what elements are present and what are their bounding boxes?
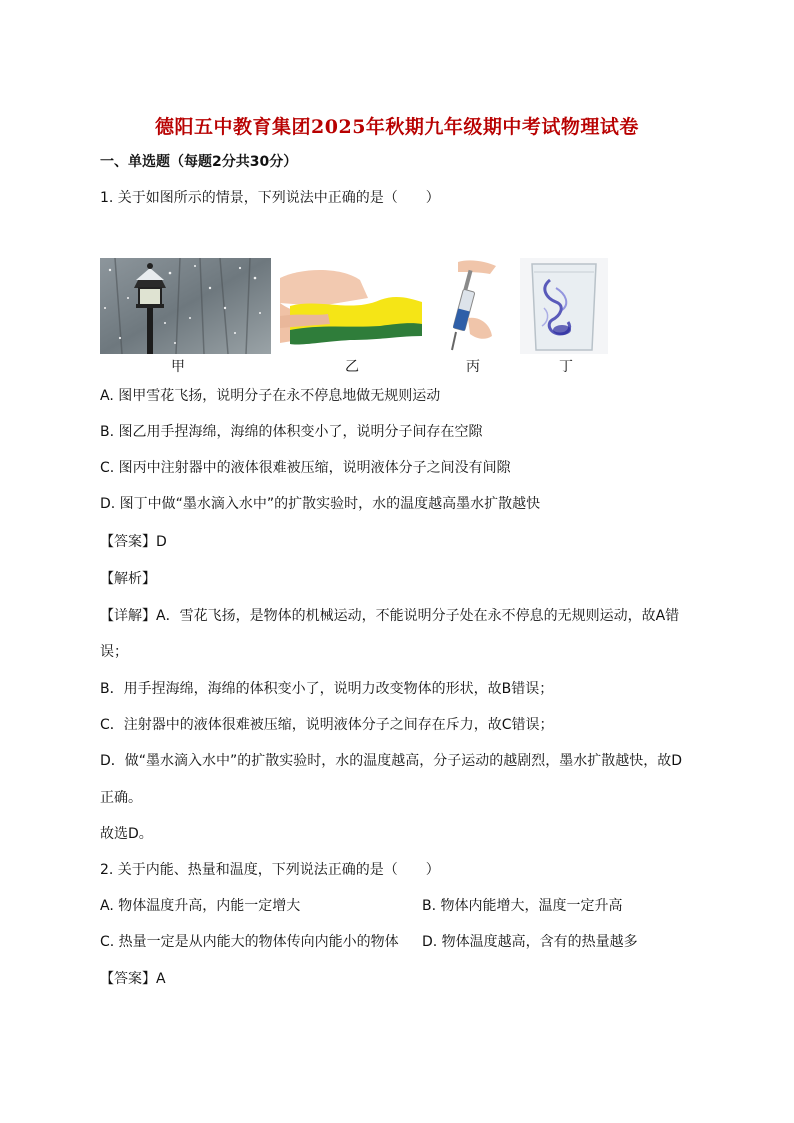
- question-2-stem: 2. 关于内能、热量和温度，下列说法正确的是（ ）: [100, 862, 440, 878]
- figure-bing-syringe: [440, 258, 502, 354]
- caption-ding: 丁: [559, 359, 573, 375]
- q2-option-b: B. 物体内能增大，温度一定升高: [422, 898, 623, 914]
- q1-option-d: D. 图丁中做“墨水滴入水中”的扩散实验时，水的温度越高墨水扩散越快: [100, 496, 541, 512]
- q1-detail-d: D．做“墨水滴入水中”的扩散实验时，水的温度越高，分子运动的越剧烈，墨水扩散越快，故D: [100, 753, 683, 769]
- q1-detail-c: C．注射器中的液体很难被压缩，说明液体分子之间存在斥力，故C错误；: [100, 717, 554, 733]
- question-1-stem: 1. 关于如图所示的情景，下列说法中正确的是（ ）: [100, 190, 440, 206]
- caption-jia: 甲: [171, 359, 185, 375]
- q2-option-a: A. 物体温度升高，内能一定增大: [100, 898, 301, 914]
- q1-detail-d-cont: 正确。: [100, 790, 142, 806]
- caption-yi: 乙: [345, 359, 359, 375]
- section-heading: 一、单选题（每题2分共30分）: [100, 154, 298, 170]
- exam-title: 德阳五中教育集团2025年秋期九年级期中考试物理试卷: [155, 116, 639, 138]
- q1-analysis-label: 【解析】: [100, 571, 156, 587]
- q1-option-c: C. 图丙中注射器中的液体很难被压缩，说明液体分子之间没有间隙: [100, 460, 511, 476]
- q1-option-a: A. 图甲雪花飞扬，说明分子在永不停息地做无规则运动: [100, 388, 441, 404]
- caption-bing: 丙: [466, 359, 480, 375]
- q2-option-c: C. 热量一定是从内能大的物体传向内能小的物体: [100, 934, 399, 950]
- q1-detail-a: 【详解】A．雪花飞扬，是物体的机械运动，不能说明分子处在永不停息的无规则运动，故A错: [100, 608, 680, 624]
- figure-ding-ink-water: [520, 258, 608, 354]
- q1-detail-a-cont: 误；: [100, 644, 128, 660]
- q2-answer: 【答案】A: [100, 971, 166, 987]
- q1-answer: 【答案】D: [100, 534, 167, 550]
- figure-jia-snow-lamp: [100, 258, 271, 354]
- figure-yi-sponge: [280, 258, 425, 354]
- q1-conclusion: 故选D。: [100, 826, 153, 842]
- q1-detail-b: B．用手捏海绵，海绵的体积变小了，说明力改变物体的形状，故B错误；: [100, 681, 554, 697]
- q1-option-b: B. 图乙用手捏海绵，海绵的体积变小了，说明分子间存在空隙: [100, 424, 483, 440]
- q2-option-d: D. 物体温度越高，含有的热量越多: [422, 934, 638, 950]
